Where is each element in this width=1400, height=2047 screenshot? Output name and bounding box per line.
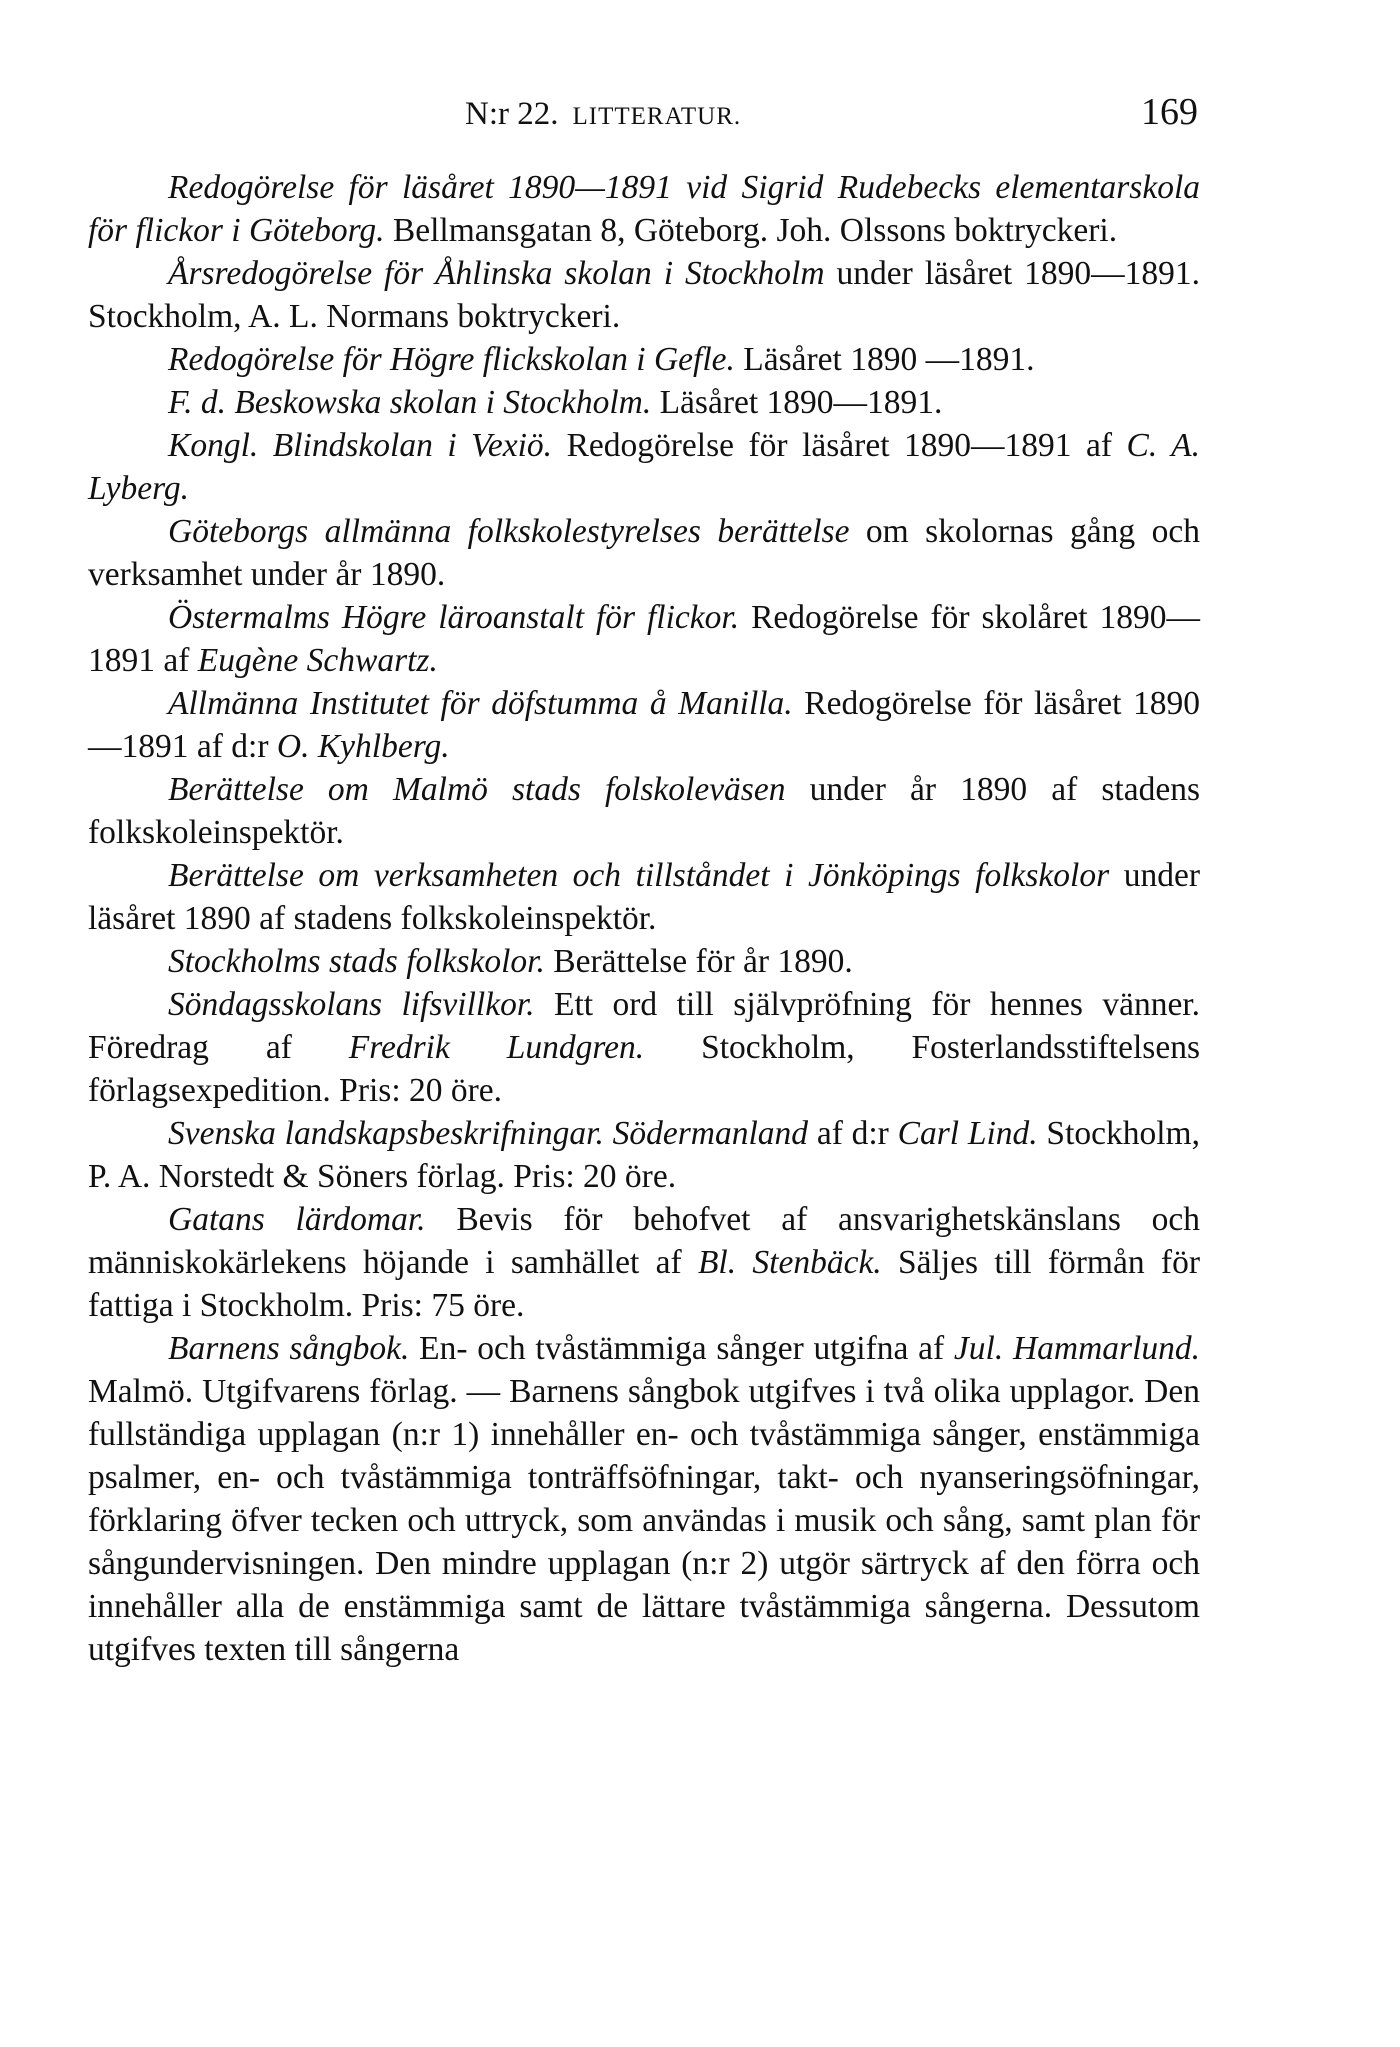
entry-text: Stockholm, P. A. Norstedt & Söners förlag. Pris: 20 öre. — [88, 1115, 1200, 1195]
entry-text: Läsåret 1890—1891. — [651, 384, 943, 421]
entry-text: Läsåret 1890 —1891. — [734, 341, 1035, 378]
entry-title-text: Svenska landskapsbeskrifningar. Södermanland — [168, 1115, 809, 1152]
bibliography-entry — [88, 1112, 1200, 1198]
bibliography-entry — [88, 768, 1200, 854]
entry-text: En- och tvåstämmiga sånger utgifna af — [409, 1330, 954, 1367]
entry-text: Ett ord till självpröfning för hennes vänner. Föredrag af — [88, 986, 1200, 1066]
section-title: LITTERATUR. — [572, 103, 742, 130]
running-head — [465, 96, 741, 133]
entry-title-text: Östermalms Högre läroanstalt för flickor. — [168, 599, 740, 636]
entry-text: af d:r — [808, 1115, 898, 1152]
entry-title-text: Fredrik Lundgren. — [348, 1029, 645, 1066]
entry-title-text: Göteborgs allmänna folkskolestyrelses berättelse — [168, 513, 850, 550]
bibliography-entry — [88, 252, 1200, 338]
bibliography-entry — [88, 940, 1200, 983]
bibliography-entry — [88, 424, 1200, 510]
entry-title-text: O. Kyhlberg. — [276, 728, 450, 765]
entry-text: Stockholm, Fosterlandsstiftelsens förlagsexpedition. Pris: 20 öre. — [88, 1029, 1200, 1109]
entry-title-text: C. A. Lyberg. — [88, 427, 1201, 507]
page-header — [88, 91, 1198, 146]
entry-title-text: Årsredogörelse för Åhlinska skolan i Stockholm — [168, 255, 825, 292]
entry-text: Redogörelse för skolåret 1890—1891 af — [88, 599, 1201, 679]
entry-title-text: Söndagsskolans lifsvillkor. — [168, 986, 535, 1023]
entry-text: Redogörelse för läsåret 1890—1891 af — [552, 427, 1127, 464]
entry-title-text: F. d. Beskowska skolan i Stockholm. — [168, 384, 652, 421]
entry-title-text: Gatans lärdomar. — [168, 1201, 426, 1238]
entry-title-text: Carl Lind. — [897, 1115, 1038, 1152]
entry-title-text: Stockholms stads folkskolor. — [168, 943, 545, 980]
entry-text: Berättelse för år 1890. — [544, 943, 853, 980]
entry-text: Redogörelse för läsåret 1890—1891 af d:r — [88, 685, 1200, 765]
bibliography-entry — [88, 682, 1200, 768]
entry-text: Säljes till förmån för fattiga i Stockholm. Pris: 75 öre. — [88, 1244, 1200, 1324]
bibliography-entry — [88, 510, 1200, 596]
entry-title-text: Allmänna Institutet för döfstumma å Manilla. — [168, 685, 793, 722]
entry-text: Bellmansgatan 8, Göteborg. Joh. Olssons boktryckeri. — [384, 212, 1118, 249]
entry-text: om skolornas gång och verksamhet under år 1890. — [88, 513, 1200, 593]
entry-text: under år 1890 af stadens folkskoleinspektör. — [88, 771, 1200, 851]
bibliography-entry — [88, 381, 1200, 424]
entry-text: Malmö. Utgifvarens förlag. — Barnens sångbok utgifves i två olika upplagor. Den fullständiga upplagan (n:r 1) innehåller en- och tvåstämmiga sånger, enstämmiga psalmer, en- och tvåstämmiga tonträffsöfningar, takt- och nyanseringsöfningar, förklaring öfver tecken och uttryck, som användas i musik och sång, samt plan för sångundervisningen. Den mindre upplagan (n:r 2) utgör särtryck af den förra och innehåller alla de enstämmiga samt de lättare tvåstämmiga sångerna. Dessutom utgifves texten till sångerna — [88, 1373, 1200, 1668]
bibliography-entry — [88, 983, 1200, 1112]
entry-text: under läsåret 1890—1891. Stockholm, A. L. Normans boktryckeri. — [88, 255, 1200, 335]
entry-text: under läsåret 1890 af stadens folkskoleinspektör. — [88, 857, 1200, 937]
entry-title-text: Bl. Stenbäck. — [697, 1244, 882, 1281]
entry-title-text: Berättelse om verksamheten och tillståndet i Jönköpings folkskolor — [168, 857, 1110, 894]
entry-title-text: Jul. Hammarlund. — [953, 1330, 1200, 1367]
entry-title-text: Berättelse om Malmö stads folskoleväsen — [168, 771, 786, 808]
bibliography-entry — [88, 596, 1200, 682]
bibliography-entry — [88, 854, 1200, 940]
entry-title-text: Kongl. Blindskolan i Vexiö. — [168, 427, 553, 464]
bibliography-entry — [88, 338, 1200, 381]
bibliography-entry — [88, 1327, 1200, 1671]
issue-number: N:r 22. — [465, 96, 559, 132]
bibliography-entry — [88, 166, 1200, 252]
entry-title-text: Redogörelse för Högre flickskolan i Gefle. — [168, 341, 735, 378]
entry-title-text: Eugène Schwartz. — [197, 642, 438, 679]
page-number: 169 — [1141, 91, 1198, 133]
entry-title-text: Redogörelse för läsåret 1890—1891 vid Sigrid Rudebecks elementarskola för flickor i Göteborg. — [88, 169, 1200, 249]
bibliography-entry — [88, 1198, 1200, 1327]
entry-title-text: Barnens sångbok. — [168, 1330, 410, 1367]
literature-list — [88, 166, 1200, 1671]
entry-text: Bevis för behofvet af ansvarighetskänslans och människokärlekens höjande i samhället af — [88, 1201, 1200, 1281]
